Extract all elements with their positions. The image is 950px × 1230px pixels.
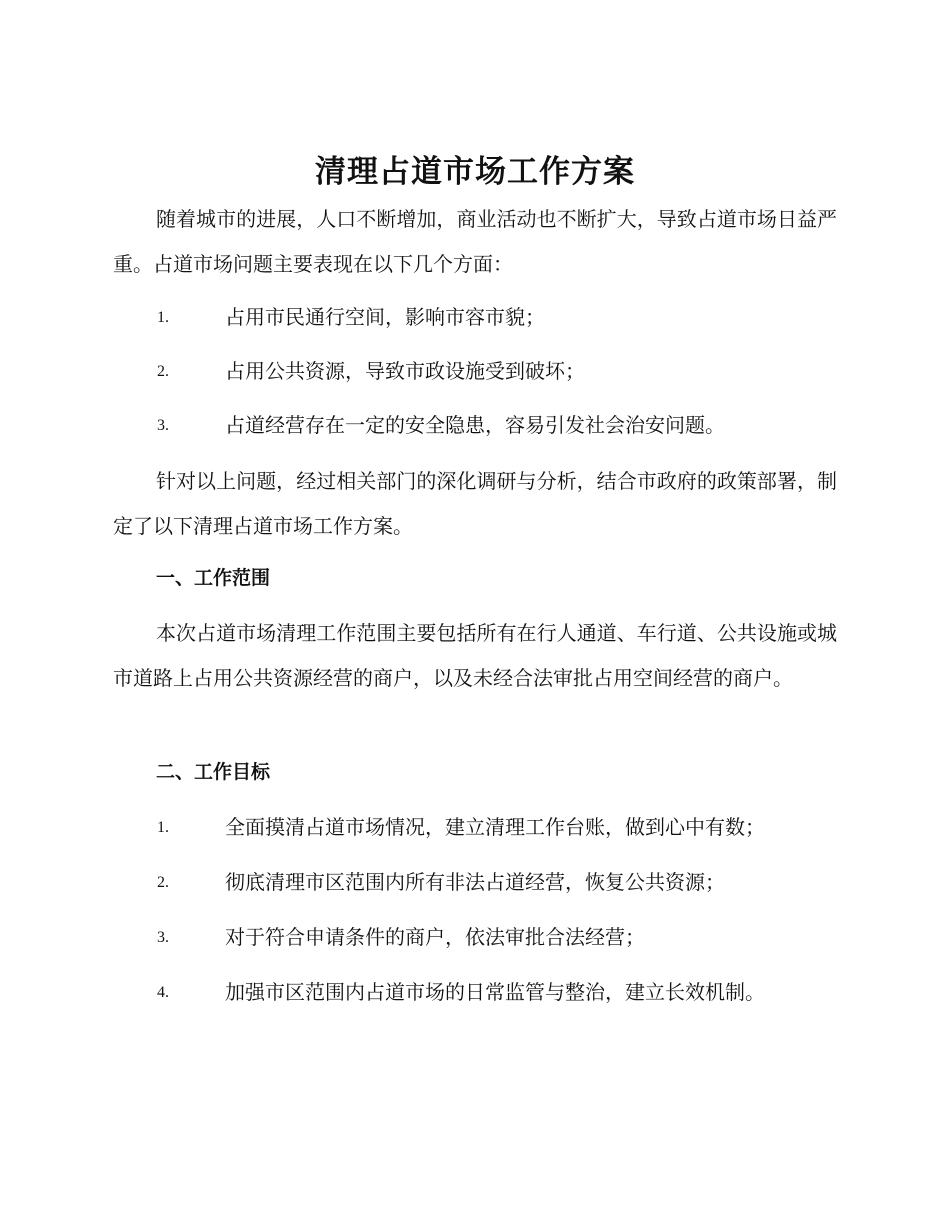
list-number: 2. [157,874,169,891]
list-text: 占用市民通行空间，影响市容市貌； [225,305,545,329]
list-text: 全面摸清占道市场情况，建立清理工作台账，做到心中有数； [225,815,765,839]
list-number: 2. [157,363,169,380]
section-heading-goals: 二、工作目标 [156,761,271,783]
scope-paragraph: 本次占道市场清理工作范围主要包括所有在行人通道、车行道、公共设施或城市道路上占用公共资源经营的商户，以及未经合法审批占用空间经营的商户。 [113,621,837,690]
list-text: 加强市区范围内占道市场的日常监管与整治，建立长效机制。 [225,980,765,1004]
list-number: 3. [157,929,169,946]
goal-list-item [113,915,837,960]
list-text: 对于符合申请条件的商户，依法审批合法经营； [225,925,645,949]
context-paragraph: 针对以上问题，经过相关部门的深化调研与分析，结合市政府的政策部署，制定了以下清理占道市场工作方案。 [113,469,837,538]
list-text: 占用公共资源，导致市政设施受到破坏； [225,359,585,383]
list-number: 1. [157,819,169,836]
list-number: 1. [157,309,169,326]
problem-list-item [113,349,837,394]
list-text: 占道经营存在一定的安全隐患，容易引发社会治安问题。 [225,413,725,437]
list-text: 彻底清理市区范围内所有非法占道经营，恢复公共资源； [225,870,725,894]
intro-paragraph: 随着城市的进展，人口不断增加，商业活动也不断扩大，导致占道市场日益严重。占道市场问题主要表现在以下几个方面： [113,207,837,276]
document-title: 清理占道市场工作方案 [315,154,635,190]
problem-list-item [113,295,837,340]
section-heading-scope: 一、工作范围 [156,567,271,589]
problem-list-item [113,403,837,448]
list-number: 4. [157,984,169,1001]
list-number: 3. [157,417,169,434]
goal-list-item [113,805,837,850]
goal-list-item [113,860,837,905]
goal-list-item [113,970,837,1015]
